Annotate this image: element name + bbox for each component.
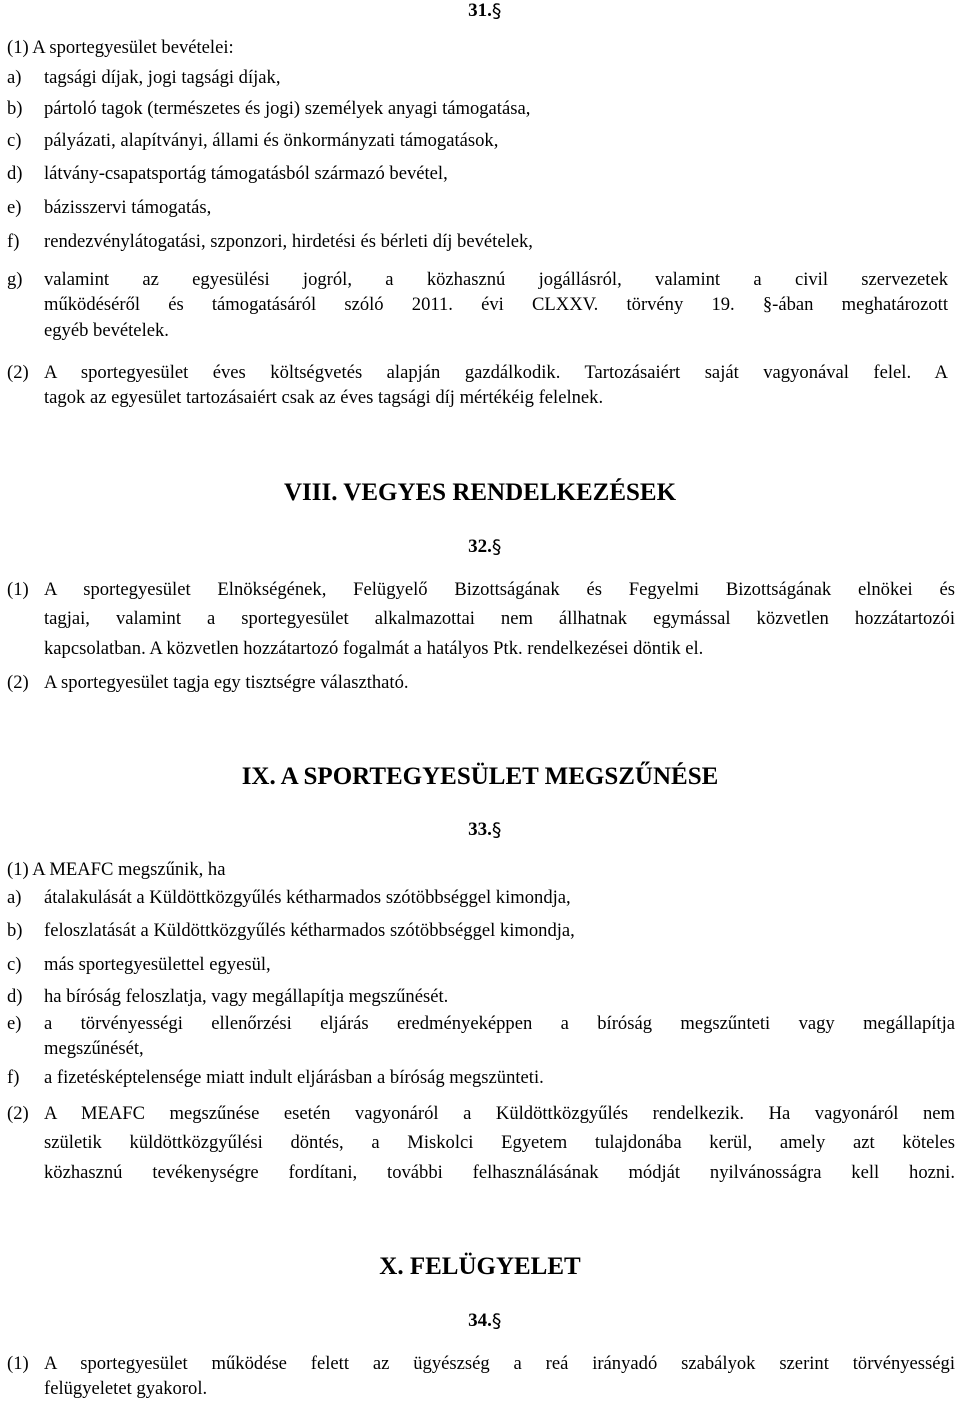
- paragraph-sign: §: [491, 536, 502, 558]
- paragraph-sign: §: [491, 0, 502, 22]
- document-page: 31. § (1) A sportegyesület bevételei: a) tagsági díjak, jogi tagsági díjak, b) pártoló tagok (természetes és jogi) személyek anyagi támogatása, c) pályázati, alapítványi, állami és önkormányzati támogatások, d) látvány-csapatsportág támogatásból származó bevétel, e) bázisszervi támogatás, f) rendezvénylátogatási, szponzori, hirdetési és bérleti díj bevételek, g) valamint az egyesülési jogról, a közhasznú jogállásról, valamint a civil szervezetek működéséről és támogatásáról szóló 2011. évi CLXXV. törvény 19. §-ában meghatározott egyéb bevételek. (2) A sportegyesület éves költségvetés alapján gazdálkodik. Tartozásaiért saját vagyonával felel. A tagok az egyesület tartozásaiért csak az éves tagsági díj mértékéig felelnek. VIII. VEGYES RENDELKEZÉSEK 32. § (1) A sportegyesület Elnökségének, Felügyelő Bizottságának és Fegyelmi Bizottságának elnökei és tagjai, valamint a sportegyesület alkalmazottai nem állhatnak egymással közvetlen hozzátartozói kapcsolatban. A közvetlen hozzátartozó fogalmát a hatályos Ptk. rendelkezései döntik el. (2) A sportegyesület tagja egy tisztségre választható. IX. A SPORTEGYESÜLET MEGSZŰNÉSE 33. § (1) A MEAFC megszűnik, ha a) átalakulását a Küldöttközgyűlés kétharmados szótöbbséggel kimondja, b) feloszlatását a Küldöttközgyűlés kétharmados szótöbbséggel kimondja, c) más sportegyesülettel egyesül, d) ha bíróság feloszlatja, vagy megállapítja megszűnését. e) a törvényességi ellenőrzési eljárás eredményeképpen a bíróság megszűnteti vagy megállapítja megszűnését, f) a fizetésképtelensége miatt indult eljárásban a bíróság megszünteti. (2) A MEAFC megszűnése esetén vagyonáról a Küldöttközgyűlés rendelkezik. Ha vagyonáról nem születik küldöttközgyűlési döntés, a Miskolci Egyetem tulajdonába kerül, amely azt köteles közhasznú tevékenységre fordítani, további felhasználásának módját nyilvánosságra kell hozni. X. FELÜGYELET 34. § (1) A sportegyesület működése felett az ügyészség a reá irányadó szabályok szerint törvényességi felügyeletet gyakorol.: [0, 0, 960, 1406]
- s31-intro: (1) A sportegyesület bevételei:: [7, 37, 234, 58]
- section-33-title: 33. §: [468, 819, 502, 841]
- s33-intro: (1) A MEAFC megszűnik, ha: [7, 859, 226, 880]
- section-34-title: 34. §: [468, 1310, 502, 1332]
- section-31-title: 31. §: [468, 0, 502, 22]
- paragraph-sign: §: [491, 1310, 502, 1332]
- section-32-title: 32. §: [468, 536, 502, 558]
- paragraph-sign: §: [491, 819, 502, 841]
- chapter-ix-heading: IX. A SPORTEGYESÜLET MEGSZŰNÉSE: [241, 763, 719, 790]
- chapter-viii-heading: VIII. VEGYES RENDELKEZÉSEK: [283, 479, 677, 506]
- chapter-x-heading: X. FELÜGYELET: [379, 1253, 581, 1280]
